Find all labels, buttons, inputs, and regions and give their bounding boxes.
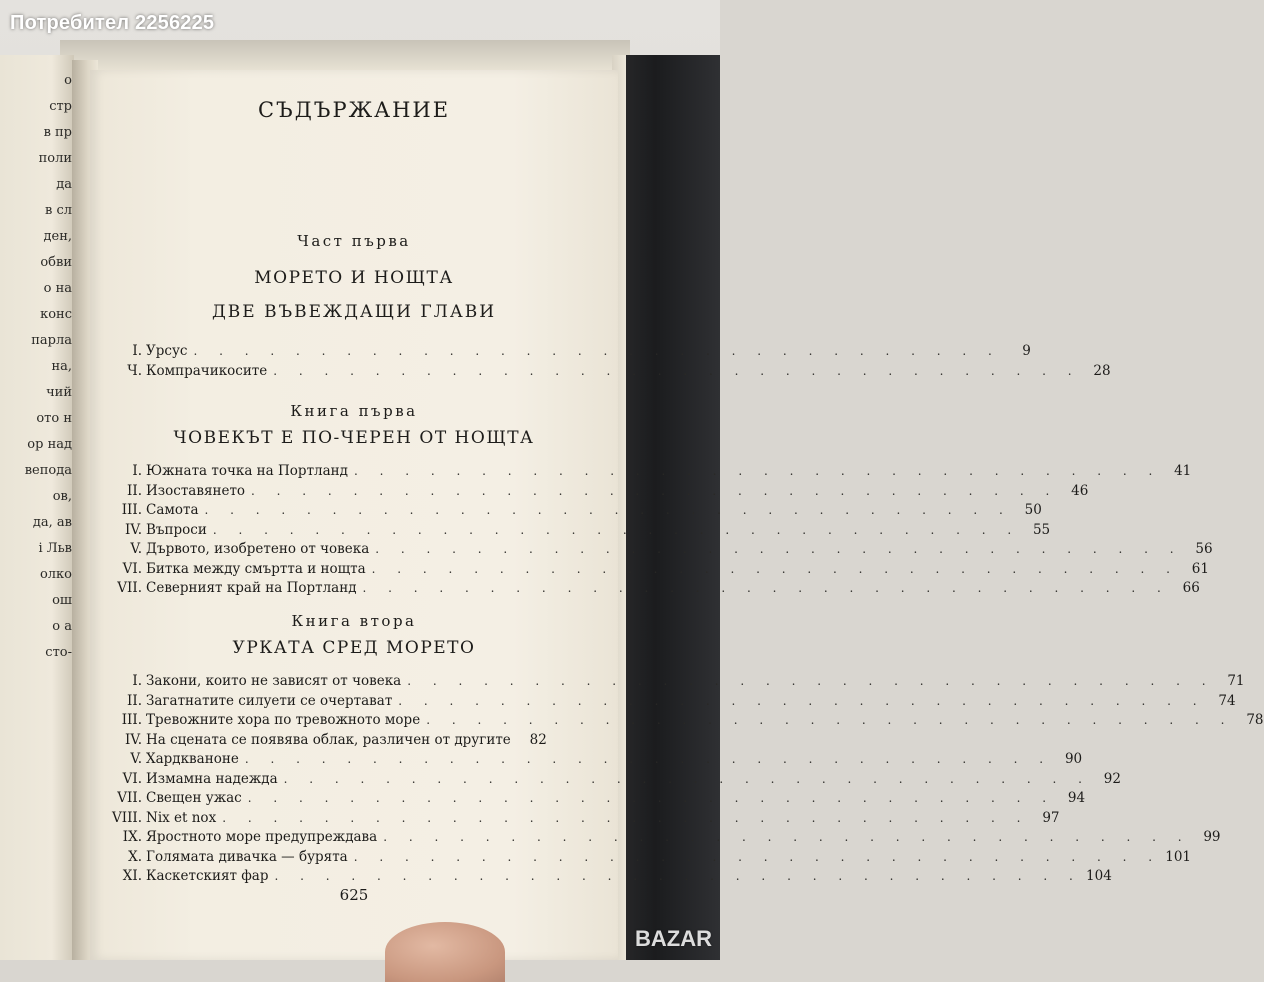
entry-number: X. <box>128 848 142 865</box>
entry-title: Голямата дивачка — бурята <box>146 848 348 865</box>
entry-number: II. <box>127 692 142 709</box>
entry-title: Северният край на Портланд <box>146 580 357 596</box>
dot-leader: . . . . . . . . . . . . . . . . . . . . . . . . . . . . . . . . <box>371 561 1179 576</box>
dot-leader: . . . . . . . . . . . . . . . . . . . . . . . . . . . . . . . . <box>222 810 1030 825</box>
left-page-text-fragment: чий <box>46 385 72 400</box>
dot-leader: . . . . . . . . . . . . . . . . . . . . . . . . . . . . . . . . <box>353 464 1162 478</box>
entry-page: 66 <box>1182 580 1200 596</box>
entry-title: Изоставянето <box>146 482 246 499</box>
entry-number: IV. <box>124 521 142 538</box>
toc-entry <box>112 789 1086 809</box>
toc-entry <box>112 848 1192 868</box>
finger <box>385 922 505 982</box>
left-page-text-fragment: парла <box>31 333 72 348</box>
dot-leader: . . . . . . . . . . . . . . . . . . . . . . . . . . . . . . . . <box>353 849 1162 864</box>
toc-entry <box>112 770 1121 790</box>
dot-leader: . . . . . . . . . . . . . . . . . . . . . . . . . . . . . . . . <box>212 522 1021 537</box>
user-watermark: Потребител 2256225 <box>10 12 215 34</box>
left-page-text-fragment: в пр <box>43 125 72 140</box>
entry-page: 28 <box>1093 362 1111 379</box>
entry-number: XI. <box>122 868 142 884</box>
entry-number: V. <box>130 751 142 767</box>
left-page-text-fragment: ов, <box>52 489 72 504</box>
book2-title: УРКАТА СРЕД МОРЕТО <box>232 638 476 658</box>
book1-entries <box>112 462 1213 599</box>
book2-label: Книга втора <box>291 612 417 630</box>
toc-entry <box>112 342 1031 362</box>
entry-title: Компрачикосите <box>146 362 268 379</box>
dot-leader: . . . . . . . . . . . . . . . . . . . . . . . . . . . . . . . . <box>193 344 1001 358</box>
toc-entry <box>112 560 1209 580</box>
entry-title: Южната точка на Портланд <box>146 463 348 479</box>
entry-title: Самота <box>146 502 199 518</box>
entry-title: Урсус <box>146 343 188 359</box>
left-page-text-fragment: ден, <box>43 229 72 244</box>
entry-number: IX. <box>122 829 142 845</box>
toc-entry <box>112 501 1042 521</box>
entry-page: 50 <box>1024 502 1042 518</box>
left-page-text-fragment: о на <box>43 281 72 296</box>
toc-entry <box>112 521 1051 541</box>
dot-leader: . . . . . . . . . . . . . . . . . . . . . . . . . . . . . . . . <box>383 830 1191 844</box>
entry-number: VI. <box>122 770 142 787</box>
toc-entry <box>112 579 1200 599</box>
entry-number: I. <box>132 673 142 689</box>
left-page-text-fragment: ор над <box>27 437 72 452</box>
entry-title: Яростното море предупреждава <box>146 829 378 845</box>
dot-leader: . . . . . . . . . . . . . . . . . . . . . . . . . . . . . . . . <box>273 363 1081 378</box>
book1-label: Книга първа <box>290 402 418 420</box>
entry-number: I. <box>132 463 142 479</box>
entry-number: V. <box>130 541 142 557</box>
left-page-text-fragment: да <box>56 177 72 192</box>
toc-entry <box>112 731 547 751</box>
entry-title: Измамна надежда <box>146 770 278 787</box>
entry-title: Закони, които не зависят от човека <box>146 673 402 689</box>
entry-number: I. <box>132 343 142 359</box>
toc-entry <box>112 462 1192 482</box>
entry-title: Битка между смъртта и нощта <box>146 560 366 577</box>
toc-entry <box>112 672 1245 692</box>
toc-entry <box>112 540 1213 560</box>
entry-page: 9 <box>1022 343 1031 359</box>
dot-leader: . . . . . . . . . . . . . . . . . . . . . . . . . . . . . . . . <box>407 674 1215 688</box>
left-page-text-fragment: поли <box>38 151 72 166</box>
left-page-text-fragment: стр <box>49 99 72 114</box>
left-page-text-fragment: вепода <box>24 463 72 478</box>
part-label: Част първа <box>297 232 411 250</box>
dot-leader: . . . . . . . . . . . . . . . . . . . . . . . . . . . . . . . . <box>362 581 1170 595</box>
entry-title: Дървото, изобретено от човека <box>146 541 370 557</box>
bazar-logo: BAZAR <box>635 926 712 951</box>
toc-entry <box>112 482 1089 502</box>
toc-entry <box>112 750 1083 770</box>
left-page-text-fragment: в сл <box>45 203 72 218</box>
left-page <box>0 55 74 960</box>
page-title: СЪДЪРЖАНИЕ <box>257 98 451 122</box>
entry-title: Загатнатите силуети се очертават <box>146 692 393 709</box>
left-page-text-fragment: да, ав <box>32 515 72 530</box>
entry-number: VII. <box>117 790 142 806</box>
entry-number: VII. <box>117 580 142 596</box>
intro-entries <box>112 342 1111 381</box>
entry-title: Въпроси <box>146 521 207 538</box>
left-page-text-fragment: обви <box>40 255 72 270</box>
entry-page: 41 <box>1174 463 1192 479</box>
page-number: 625 <box>339 886 369 904</box>
toc-entry <box>112 362 1111 382</box>
dot-leader: . . . . . . . . . . . . . . . . . . . . . . . . . . . . . . . . <box>398 693 1206 708</box>
entry-number: Ч. <box>127 362 142 379</box>
entry-page: 61 <box>1191 560 1209 577</box>
entry-title: Свещен ужас <box>146 790 242 806</box>
toc-entry <box>112 867 1112 887</box>
dot-leader: . . . . . . . . . . . . . . . . . . . . . . . . . . . . . . . . <box>247 791 1056 805</box>
left-page-text-fragment: конс <box>40 307 72 322</box>
book1-title: ЧОВЕКЪТ Е ПО-ЧЕРЕН ОТ НОЩТА <box>173 428 535 448</box>
dot-leader: . . . . . . . . . . . . . . . . . . . . . . . . . . . . . . . . <box>426 713 1234 727</box>
entry-title: Хардкваноне <box>146 751 239 767</box>
left-page-text-fragment: олко <box>39 567 72 582</box>
toc-entry <box>112 711 1264 731</box>
entry-number: II. <box>127 482 142 499</box>
left-page-text-fragment: ото н <box>36 411 72 426</box>
dot-leader: . . . . . . . . . . . . . . . . . . . . . . . . . . . . . . . . <box>251 483 1059 498</box>
dot-leader: . . . . . . . . . . . . . . . . . . . . . . . . . . . . . . . . <box>244 752 1053 766</box>
entry-page: 71 <box>1227 673 1245 689</box>
entry-page: 104 <box>1086 868 1112 884</box>
intro-title: ДВЕ ВЪВЕЖДАЩИ ГЛАВИ <box>211 302 497 322</box>
entry-number: VIII. <box>112 809 143 826</box>
entry-page: 46 <box>1071 482 1089 499</box>
entry-page: 78 <box>1246 712 1264 728</box>
entry-page: 92 <box>1103 770 1121 787</box>
left-page-text-fragment: сто- <box>45 645 72 660</box>
toc-entry <box>112 809 1060 829</box>
dot-leader: . . . . . . . . . . . . . . . . . . . . . . . . . . . . . . . . <box>283 771 1091 786</box>
left-page-text-fragment: ош <box>52 593 72 608</box>
entry-page: 82 <box>529 731 547 748</box>
entry-number: IV. <box>124 731 142 748</box>
entry-number: VI. <box>122 560 142 577</box>
part-title: МОРЕТО И НОЩТА <box>254 268 454 288</box>
entry-title: Тревожните хора по тревожното море <box>146 712 421 728</box>
dot-leader: . . . . . . . . . . . . . . . . . . . . . . . . . . . . . . . . <box>204 503 1012 517</box>
left-page-text-fragment: о а <box>52 619 72 634</box>
entry-page: 101 <box>1165 848 1192 865</box>
toc-entry <box>112 828 1221 848</box>
page-top-edge <box>60 40 630 72</box>
left-page-text-fragment: на, <box>51 359 72 374</box>
entry-title: На сцената се появява облак, различен от другите <box>146 731 511 748</box>
entry-page: 97 <box>1042 809 1060 826</box>
entry-number: III. <box>121 712 142 728</box>
dot-leader: . . . . . . . . . . . . . . . . . . . . . . . . . . . . . . . . <box>375 542 1183 556</box>
book2-entries <box>112 672 1264 887</box>
entry-page: 99 <box>1203 829 1221 845</box>
toc-entry <box>112 692 1236 712</box>
entry-page: 55 <box>1032 521 1051 538</box>
entry-title: Каскетският фар <box>146 868 269 884</box>
left-page-text-fragment: і Льв <box>38 541 72 556</box>
entry-page: 56 <box>1195 541 1213 557</box>
entry-page: 94 <box>1067 790 1086 806</box>
entry-page: 90 <box>1064 751 1083 767</box>
left-page-text-fragment: о <box>64 73 72 88</box>
dot-leader: . . . . . . . . . . . . . . . . . . . . . . . . . . . . . . . . <box>274 869 1082 883</box>
entry-title: Nix et nox <box>146 809 217 826</box>
entry-page: 74 <box>1218 692 1236 709</box>
entry-number: III. <box>121 502 142 518</box>
